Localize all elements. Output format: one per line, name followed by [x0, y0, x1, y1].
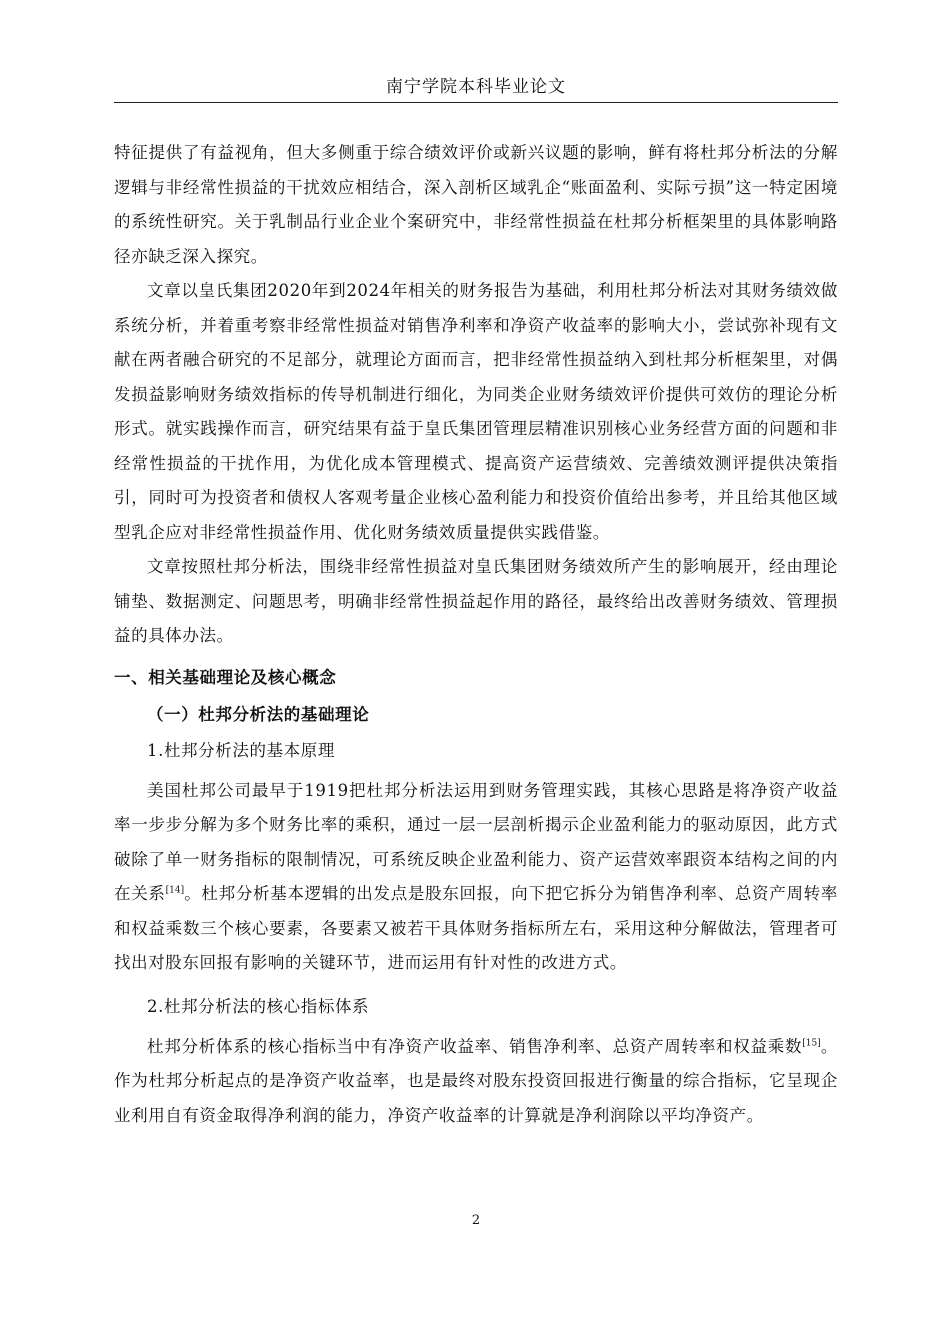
- paragraph-text: 。作为杜邦分析起点的是净资产收益率，也是最终对股东投资回报进行衡量的综合指标，它呈现企业利用自有资金取得净利润的能力，净资产收益率的计算就是净利润除以平均净资产。: [114, 1036, 838, 1125]
- item-heading-indicators: 2.杜邦分析法的核心指标体系: [147, 996, 370, 1016]
- paragraph-dupont-principle: [114, 774, 838, 981]
- paragraph-text: 美国杜邦公司最早于1919把杜邦分析法运用到财务管理实践，其核心思路是将净资产收益率一步步分解为多个财务比率的乘积，通过一层一层剖析揭示企业盈利能力的驱动原因，此方式破除了单一财务指标的限制情况，可系统反映企业盈利能力、资产运营效率跟资本结构之间的内在关系: [114, 780, 838, 903]
- paragraph-research-structure: 文章按照杜邦分析法，围绕非经常性损益对皇氏集团财务绩效所产生的影响展开，经由理论铺垫、数据测定、问题思考，明确非经常性损益起作用的路径，最终给出改善财务绩效、管理损益的具体办法。: [114, 557, 838, 645]
- body-text: [114, 136, 838, 1133]
- citation-marker[interactable]: [15]: [802, 1038, 821, 1048]
- paragraph-continued: 特征提供了有益视角，但大多侧重于综合绩效评价或新兴议题的影响，鲜有将杜邦分析法的分解逻辑与非经常性损益的干扰效应相结合，深入剖析区域乳企“账面盈利、实际亏损”这一特定困境的系统性研究。关于乳制品行业企业个案研究中，非经常性损益在杜邦分析框架里的具体影响路径亦缺乏深入探究。: [114, 143, 838, 266]
- section-heading: 一、相关基础理论及核心概念: [114, 667, 337, 687]
- header-rule: [114, 102, 838, 103]
- page-number: 2: [471, 1213, 481, 1228]
- paragraph-text: 。杜邦分析基本逻辑的出发点是股东回报，向下把它拆分为销售净利率、总资产周转率和权益乘数三个核心要素，各要素又被若干具体财务指标所左右，采用这种分解做法，管理者可找出对股东回报有影响的关键环节，进而运用有针对性的改进方式。: [114, 884, 838, 972]
- item-heading-principle: 1.杜邦分析法的基本原理: [147, 740, 335, 760]
- subsection-heading: （一）杜邦分析法的基础理论: [147, 704, 370, 724]
- citation-marker[interactable]: [14]: [165, 885, 185, 896]
- paragraph-research-content: 文章以皇氏集团2020年到2024年相关的财务报告为基础，利用杜邦分析法对其财务绩效做系统分析，并着重考察非经常性损益对销售净利率和净资产收益率的影响大小，尝试弥补现有文献在两者融合研究的不足部分，就理论方面而言，把非经常性损益纳入到杜邦分析框架里，对偶发损益影响财务绩效指标的传导机制进行细化，为同类企业财务绩效评价提供可效仿的理论分析形式。就实践操作而言，研究结果有益于皇氏集团管理层精准识别核心业务经营方面的问题和非经常性损益的干扰作用，为优化成本管理模式、提高资产运营绩效、完善绩效测评提供决策指引，同时可为投资者和债权人客观考量企业核心盈利能力和投资价值给出参考，并且给其他区域型乳企应对非经常性损益作用、优化财务绩效质量提供实践借鉴。: [114, 281, 838, 542]
- paragraph-text: 杜邦分析体系的核心指标当中有净资产收益率、销售净利率、总资产周转率和权益乘数: [147, 1036, 803, 1056]
- running-header: 南宁学院本科毕业论文: [386, 77, 566, 97]
- paragraph-dupont-indicators: [114, 1030, 838, 1134]
